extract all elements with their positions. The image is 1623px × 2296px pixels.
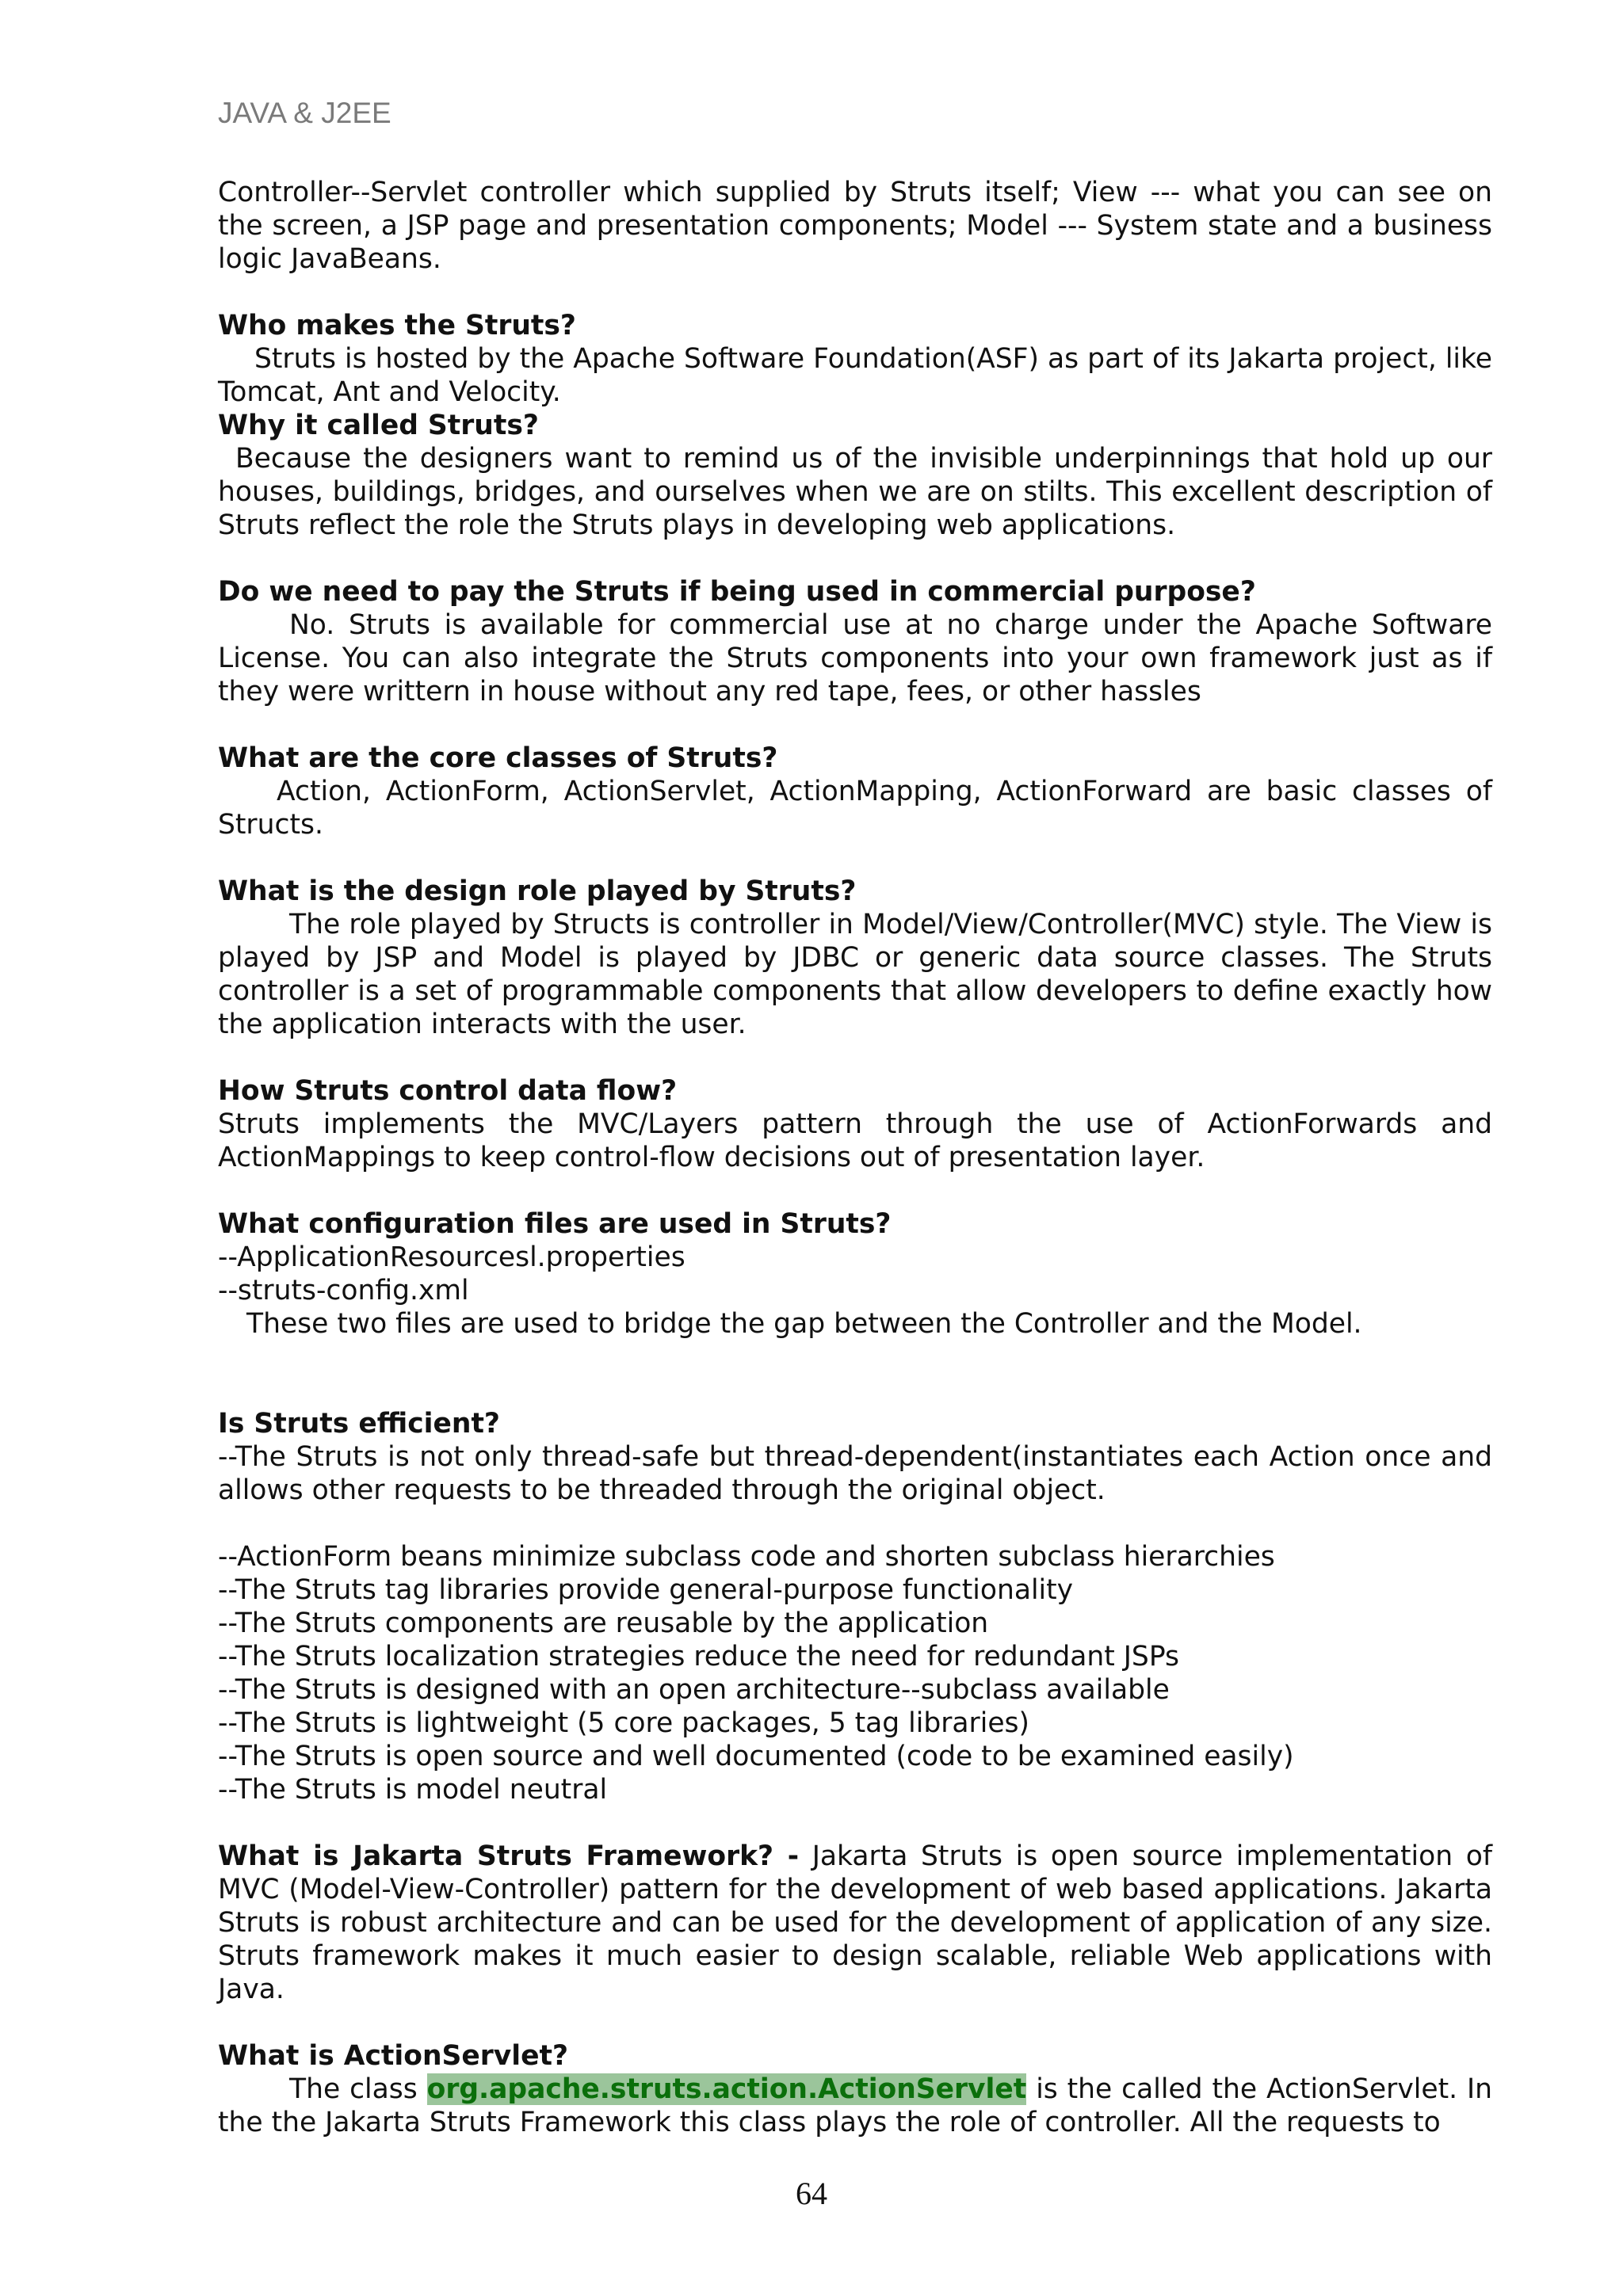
heading-actionservlet: What is ActionServlet? (218, 2040, 568, 2072)
actionservlet-prefix: The class (289, 2073, 418, 2105)
answer-config-files: These two files are used to bridge the gap between the Controller and the Model. (246, 1308, 1362, 1340)
answer-data-flow: Struts implements the MVC/Layers pattern through the use of ActionForwards and ActionMappings to keep control-flow decisions out of presentation layer. (218, 1108, 1492, 1173)
list-item: --The Struts is model neutral (218, 1774, 608, 1806)
heading-config-files: What configuration files are used in Struts? (218, 1208, 892, 1240)
list-item: --The Struts tag libraries provide general-purpose functionality (218, 1574, 1074, 1606)
heading-design-role: What is the design role played by Struts? (218, 875, 857, 907)
jakarta-paragraph (218, 1840, 1492, 2006)
intro-paragraph: Controller--Servlet controller which supplied by Struts itself; View --- what you can see on the screen, a JSP page and presentation components; Model --- System state and a business logic JavaBeans. (218, 177, 1492, 275)
highlighted-class-name: org.apache.struts.action.ActionServlet (426, 2073, 1027, 2105)
list-item: --The Struts localization strategies reduce the need for redundant JSPs (218, 1641, 1179, 1672)
answer-actionservlet (218, 2073, 1492, 2139)
page-content (218, 176, 1492, 2139)
list-item: --The Struts is open source and well documented (code to be examined easily) (218, 1741, 1294, 1772)
answer-design-role: The role played by Structs is controller in Model/View/Controller(MVC) style. The View is played by JSP and Model is played by JDBC or generic data source classes. The Struts controller is a set of programmable components that allow developers to define exactly how the application interacts with the user. (218, 909, 1492, 1040)
actionservlet-suffix: is the called the ActionServlet. In the the Jakarta Struts Framework this class plays the role of controller. All the requests to (218, 2073, 1493, 2138)
heading-who-makes: Who makes the Struts? (218, 310, 576, 341)
page-number: 64 (796, 2176, 827, 2211)
answer-efficient: --The Struts is not only thread-safe but thread-dependent(instantiates each Action once and allows other requests to be threaded through the original object. (218, 1441, 1492, 1506)
config-file-properties: --ApplicationResourcesl.properties (218, 1241, 685, 1273)
config-file-xml: --struts-config.xml (218, 1275, 469, 1306)
heading-data-flow: How Struts control data flow? (218, 1075, 678, 1107)
answer-why-called: Because the designers want to remind us of the invisible underpinnings that hold up our houses, buildings, bridges, and ourselves when we are on stilts. This excellent description of Struts reflect the role the Struts plays in developing web applications. (218, 443, 1492, 541)
heading-why-called: Why it called Struts? (218, 410, 539, 441)
efficiency-list (218, 1540, 1492, 1806)
running-header: JAVA & J2EE (218, 97, 391, 129)
list-item: --ActionForm beans minimize subclass code and shorten subclass hierarchies (218, 1541, 1275, 1573)
list-item: --The Struts components are reusable by the application (218, 1608, 989, 1639)
answer-core-classes: Action, ActionForm, ActionServlet, ActionMapping, ActionForward are basic classes of Structs. (218, 776, 1492, 841)
heading-jakarta: What is Jakarta Struts Framework? - (218, 1840, 800, 1872)
answer-need-to-pay: No. Struts is available for commercial use at no charge under the Apache Software License. You can also integrate the Struts components into your own framework just as if they were writtern in house without any red tape, fees, or other hassles (218, 609, 1492, 707)
heading-efficient: Is Struts efficient? (218, 1408, 500, 1440)
heading-need-to-pay: Do we need to pay the Struts if being used in commercial purpose? (218, 576, 1256, 608)
answer-who-makes: Struts is hosted by the Apache Software Foundation(ASF) as part of its Jakarta project, like Tomcat, Ant and Velocity. (218, 343, 1492, 408)
answer-jakarta: Jakarta Struts is open source implementation of MVC (Model-View-Controller) pattern for the development of web based applications. Jakarta Struts is robust architecture and can be used for the development of application of any size. Struts framework makes it much easier to design scalable, reliable Web applications with Java. (218, 1840, 1493, 2005)
list-item: --The Struts is lightweight (5 core packages, 5 tag libraries) (218, 1707, 1029, 1739)
list-item: --The Struts is designed with an open architecture--subclass available (218, 1674, 1170, 1706)
heading-core-classes: What are the core classes of Struts? (218, 742, 778, 774)
